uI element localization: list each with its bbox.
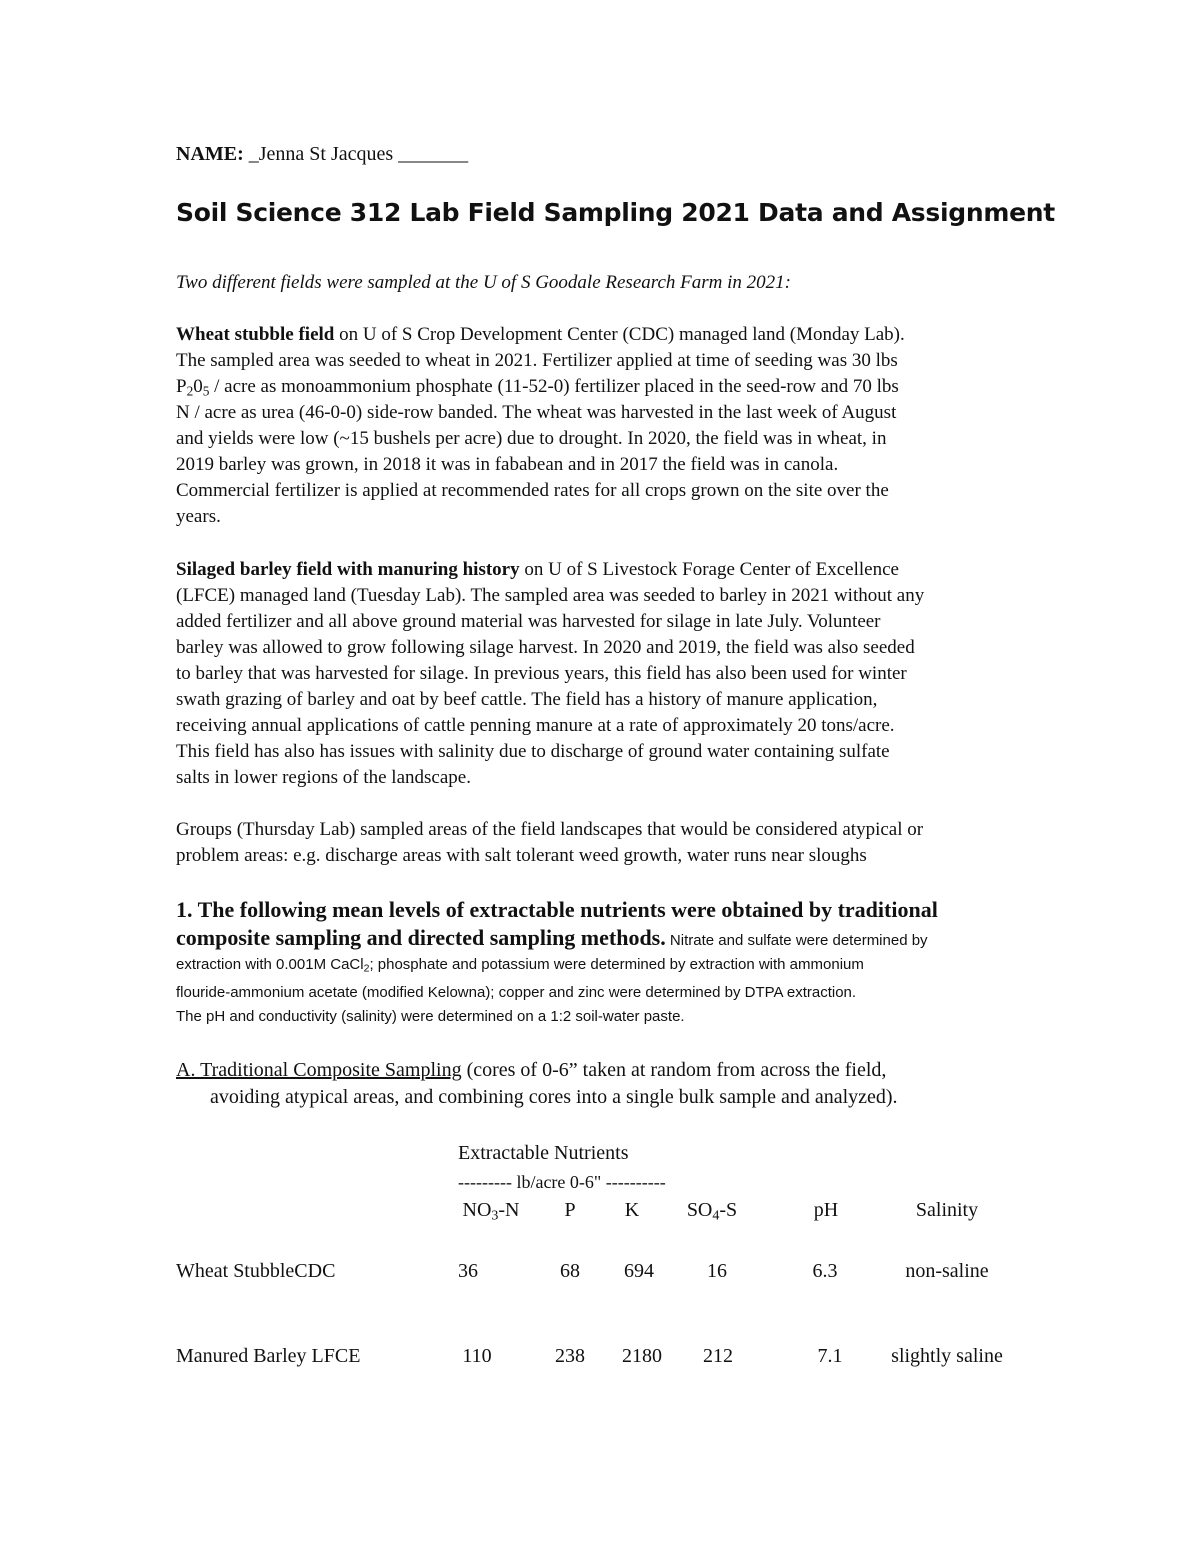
page-title: Soil Science 312 Lab Field Sampling 2021 Data and Assignment xyxy=(176,198,1055,227)
column-header-p: P xyxy=(564,1199,576,1221)
table-cell: non-saline xyxy=(905,1260,989,1282)
column-header-k: K xyxy=(624,1199,640,1221)
table-cell: 68 xyxy=(560,1260,580,1282)
table-unit-header: --------- lb/acre 0-6" ---------- xyxy=(458,1172,666,1192)
paragraph-line: Wheat stubble field on U of S Crop Development Center (CDC) managed land (Monday Lab). xyxy=(176,324,905,345)
table-cell: 16 xyxy=(707,1260,727,1282)
paragraph-line: Silaged barley field with manuring history on U of S Livestock Forage Center of Excellence xyxy=(176,559,899,580)
row-label: Wheat StubbleCDC xyxy=(176,1260,336,1282)
paragraph-line: to barley that was harvested for silage. In previous years, this field has also been used for winter xyxy=(176,663,907,684)
groups-paragraph xyxy=(176,817,1036,869)
table-cell: slightly saline xyxy=(891,1345,1003,1367)
table-cell: 110 xyxy=(462,1345,492,1367)
row-label: Manured Barley LFCE xyxy=(176,1345,361,1367)
barley-field-heading: Silaged barley field with manuring history xyxy=(176,559,520,580)
paragraph-line: The sampled area was seeded to wheat in 2021. Fertilizer applied at time of seeding was 30 lbs xyxy=(176,350,898,371)
column-header-salinity: Salinity xyxy=(915,1199,979,1221)
table-group-header: Extractable Nutrients xyxy=(458,1142,629,1164)
paragraph-line: N / acre as urea (46-0-0) side-row banded. The wheat was harvested in the last week of August xyxy=(176,402,897,423)
table-cell: 36 xyxy=(458,1260,478,1282)
table-cell: 6.3 xyxy=(812,1260,838,1282)
column-header-no3: $NO_3-N$ xyxy=(462,1199,520,1224)
table-cell: 212 xyxy=(703,1345,733,1367)
paragraph-line: barley was allowed to grow following silage harvest. In 2020 and 2019, the field was also seeded xyxy=(176,637,915,658)
paragraph-line: This field has also has issues with salinity due to discharge of ground water containing sulfate xyxy=(176,741,890,762)
paragraph-line: added fertilizer and all above ground material was harvested for silage in late July. Volunteer xyxy=(176,611,881,632)
wheat-field-heading: Wheat stubble field xyxy=(176,324,335,345)
paragraph-line: Groups (Thursday Lab) sampled areas of the field landscapes that would be considered atypical or xyxy=(176,819,924,840)
paragraph-line: receiving annual applications of cattle penning manure at a rate of approximately 20 tons/acre. xyxy=(176,715,895,736)
paragraph-line: 2019 barley was grown, in 2018 it was in fababean and in 2017 the field was in canola. xyxy=(176,454,839,475)
paragraph-line: years. xyxy=(176,506,221,527)
table-cell: 238 xyxy=(555,1345,585,1367)
paragraph-line: salts in lower regions of the landscape. xyxy=(176,767,471,788)
wheat-field-paragraph xyxy=(176,322,1036,530)
paragraph-line: swath grazing of barley and oat by beef cattle. The field has a history of manure application, xyxy=(176,689,878,710)
barley-field-paragraph xyxy=(176,557,1036,791)
column-header-ph: pH xyxy=(813,1199,839,1221)
table-cell: 7.1 xyxy=(817,1345,843,1367)
paragraph-line: Commercial fertilizer is applied at recommended rates for all crops grown on the site over the xyxy=(176,480,889,501)
paragraph-line: (LFCE) managed land (Tuesday Lab). The sampled area was seeded to barley in 2021 without any xyxy=(176,585,925,606)
column-header-so4: $SO_4-S$ xyxy=(686,1199,738,1224)
name-label: NAME: xyxy=(176,143,244,165)
student-name: _Jenna St Jacques _______ xyxy=(248,143,469,165)
table-cell: 694 xyxy=(624,1260,654,1282)
section-a-label: A. Traditional Composite Sampling xyxy=(176,1059,462,1081)
question-1: 1. The following mean levels of extractable nutrients were obtained by traditional composite sampling and directed sampling methods. Nitrate and sulfate were determined by extraction with 0.001M CaCl$_2$; phosphate and potassium were determined by extraction with ammonium flouride-ammonium acetate (modified Kelowna); copper and zinc were determined by DTPA extraction. The pH and conductivity (salinity) were determined on a 1:2 soil-water paste. xyxy=(176,896,1046,1029)
name-line xyxy=(176,143,468,166)
section-a: A. Traditional Composite Sampling (cores of 0-6” taken at random from across the field, avoiding atypical areas, and combining cores into a single bulk sample and analyzed). xyxy=(176,1059,898,1108)
question-1-heading: 1. The following mean levels of extractable nutrients were obtained by traditional xyxy=(176,897,938,922)
paragraph-line: problem areas: e.g. discharge areas with salt tolerant weed growth, water runs near sloughs xyxy=(176,845,867,866)
intro-text: Two different fields were sampled at the U of S Goodale Research Farm in 2021: xyxy=(176,272,791,293)
table-cell: 2180 xyxy=(622,1345,662,1367)
paragraph-line: $P_20_5$ / acre as monoammonium phosphate (11-52-0) fertilizer placed in the seed-row and 70 lbs xyxy=(176,376,899,399)
paragraph-line: and yields were low (~15 bushels per acre) due to drought. In 2020, the field was in wheat, in xyxy=(176,428,887,449)
